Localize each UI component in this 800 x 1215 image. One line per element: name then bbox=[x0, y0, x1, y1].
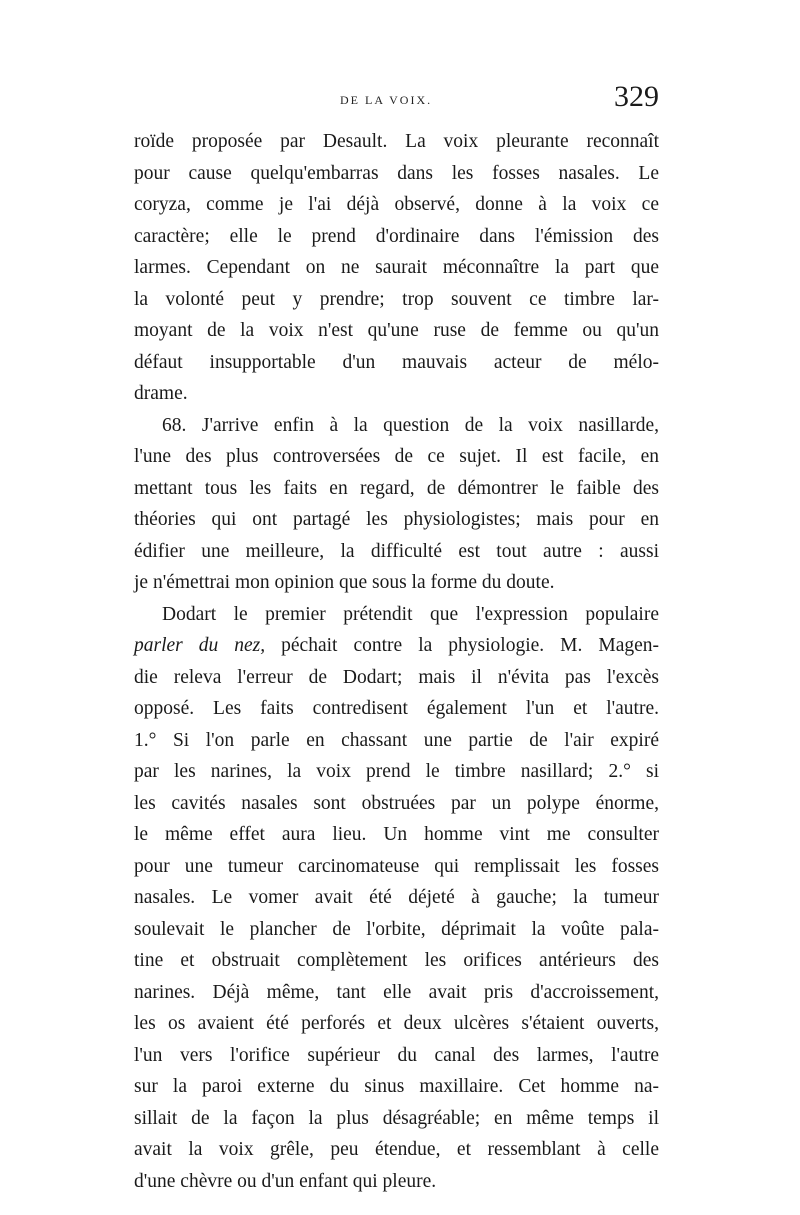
text-line: théories qui ont partagé les physiologistes; mais pour en bbox=[134, 509, 659, 530]
text-line: les cavités nasales sont obstruées par un polype énorme, bbox=[134, 792, 659, 814]
text-line: pour cause quelqu'embarras dans les fosses nasales. Le bbox=[134, 162, 659, 184]
text-line: les os avaient été perforés et deux ulcères s'étaient ouverts, bbox=[134, 1013, 659, 1034]
text-line: tine et obstruait complètement les orifices antérieurs des bbox=[134, 950, 659, 971]
text-line: le même effet aura lieu. Un homme vint me consulter bbox=[134, 824, 659, 845]
page-number: 329 bbox=[614, 80, 659, 113]
text-line: larmes. Cependant on ne saurait méconnaître la part que bbox=[134, 257, 659, 278]
text-line: d'une chèvre ou d'un enfant qui pleure. bbox=[134, 1170, 437, 1192]
text-line: sur la paroi externe du sinus maxillaire. Cet homme na- bbox=[134, 1076, 659, 1097]
text-line: soulevait le plancher de l'orbite, déprimait la voûte pala- bbox=[134, 918, 659, 940]
text-line: 1.° Si l'on parle en chassant une partie de l'air expiré bbox=[134, 729, 659, 751]
text-line: caractère; elle le prend d'ordinaire dans l'émission des bbox=[134, 225, 659, 247]
text-line: Dodart le premier prétendit que l'expression populaire bbox=[162, 603, 659, 625]
text-line: drame. bbox=[134, 383, 188, 404]
text-line: narines. Déjà même, tant elle avait pris d'accroissement, bbox=[134, 981, 659, 1003]
paragraph-68-start: 68. J'arrive enfin à la question de la voix nasillarde, bbox=[162, 414, 659, 436]
italic-phrase: parler du nez, bbox=[134, 635, 266, 656]
text-line: édifier une meilleure, la difficulté est tout autre : aussi bbox=[134, 540, 659, 562]
text-line: mettant tous les faits en regard, de démontrer le faible des bbox=[134, 477, 659, 499]
body-text bbox=[134, 126, 659, 1197]
text-line: opposé. Les faits contredisent également l'un et l'autre. bbox=[134, 698, 659, 719]
text-line: la volonté peut y prendre; trop souvent ce timbre lar- bbox=[134, 288, 659, 310]
text-line: die releva l'erreur de Dodart; mais il n'évita pas l'excès bbox=[134, 666, 659, 688]
text-line: défaut insupportable d'un mauvais acteur de mélo- bbox=[134, 351, 659, 373]
text-line: par les narines, la voix prend le timbre nasillard; 2.° si bbox=[134, 761, 659, 782]
text-line: nasales. Le vomer avait été déjeté à gauche; la tumeur bbox=[134, 887, 659, 908]
text-line: moyant de la voix n'est qu'une ruse de femme ou qu'un bbox=[134, 320, 659, 341]
text-line: l'un vers l'orifice supérieur du canal des larmes, l'autre bbox=[134, 1044, 659, 1066]
text-line: roïde proposée par Desault. La voix pleurante reconnaît bbox=[134, 131, 659, 152]
text-line: avait la voix grêle, peu étendue, et ressemblant à celle bbox=[134, 1139, 659, 1160]
text-line-rest: péchait contre la physiologie. M. Magen- bbox=[281, 635, 660, 656]
text-line: l'une des plus controversées de ce sujet. Il est facile, en bbox=[134, 446, 659, 467]
text-line: je n'émettrai mon opinion que sous la forme du doute. bbox=[134, 572, 555, 593]
text-line: coryza, comme je l'ai déjà observé, donne à la voix ce bbox=[134, 194, 659, 215]
text-line-with-italic bbox=[134, 630, 659, 662]
running-head: DE LA VOIX. bbox=[340, 93, 433, 107]
text-line: pour une tumeur carcinomateuse qui remplissait les fosses bbox=[134, 855, 659, 877]
text-line: sillait de la façon la plus désagréable; en même temps il bbox=[134, 1107, 659, 1129]
